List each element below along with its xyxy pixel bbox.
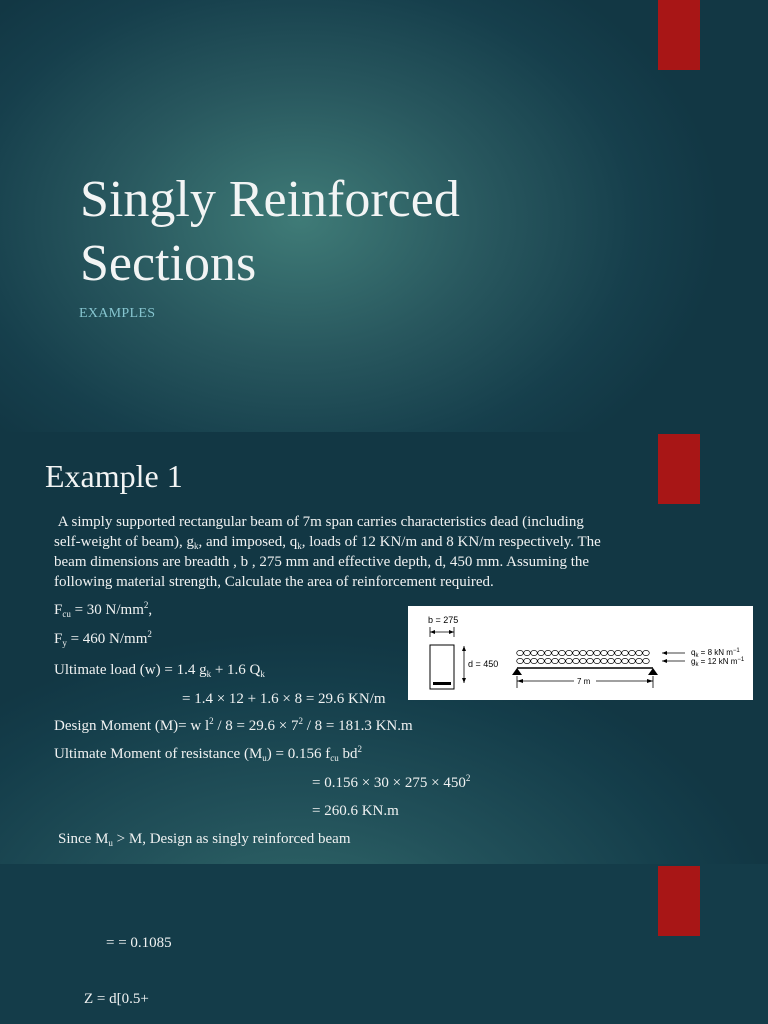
text: ) = 0.156 f (266, 746, 331, 762)
load-coil (580, 650, 587, 655)
superscript: 2 (298, 716, 303, 726)
unit-superscript: −1 (732, 648, 740, 654)
load-coil (615, 650, 622, 655)
load-coil (643, 650, 650, 655)
subscript: k (206, 669, 212, 679)
load-coil (636, 650, 643, 655)
superscript: 2 (209, 716, 214, 726)
slide-continued (0, 864, 768, 1024)
accent-tab (658, 434, 700, 504)
load-coil (594, 650, 601, 655)
gk-value: = 12 kN m (698, 657, 738, 666)
load-coil (538, 650, 545, 655)
problem-line-2 (54, 532, 654, 552)
text: , (148, 602, 153, 618)
b-dimension-label: b = 275 (428, 615, 459, 625)
load-coil (629, 650, 636, 655)
superscript: 2 (147, 629, 152, 639)
load-coil (559, 658, 566, 663)
accent-tab (658, 866, 700, 936)
ultimate-load-calc: = 1.4 × 12 + 1.6 × 8 = 29.6 KN/m (182, 691, 386, 707)
problem-text: self-weight of beam), g (54, 534, 194, 550)
dead-load-coils (517, 658, 650, 663)
reinforcement-bars (433, 682, 451, 685)
load-coil (573, 650, 580, 655)
load-coil (524, 650, 531, 655)
load-coil (552, 650, 559, 655)
gk-subscript: k (695, 662, 699, 668)
subscript: k (297, 541, 302, 551)
subscript: u (262, 753, 267, 763)
text: Ultimate Moment of resistance (M (54, 746, 263, 762)
title-line-2: Sections (80, 235, 257, 292)
arrow-head (449, 630, 454, 634)
design-moment-line (54, 716, 413, 736)
z-formula-line: Z = d[0.5+ (84, 991, 149, 1007)
load-coil (587, 658, 594, 663)
text: F (54, 631, 63, 647)
example-heading: Example 1 (45, 458, 183, 494)
load-coil (615, 658, 622, 663)
qk-symbol: q (691, 648, 696, 657)
subscript: k (193, 541, 199, 551)
d-dimension-label: d = 450 (468, 659, 499, 669)
text: = 460 N/mm (66, 631, 148, 647)
moment-result-line: = 260.6 KN.m (312, 803, 399, 819)
load-coil (622, 658, 629, 663)
text: bd (338, 746, 358, 762)
qk-value: = 8 kN m (698, 648, 733, 657)
load-coil (608, 658, 615, 663)
text: = 0.156 × 30 × 275 × 450 (312, 775, 466, 791)
right-support (648, 668, 658, 675)
problem-text: , and imposed, q (198, 534, 298, 550)
accent-tab (658, 0, 700, 70)
load-coil (601, 658, 608, 663)
problem-text: A simply supported rectangular beam of 7m span carries characteristics dead (including (57, 514, 584, 530)
load-coil (622, 650, 629, 655)
problem-line-3: beam dimensions are breadth , b , 275 mm and effective depth, d, 450 mm. Assuming the (54, 554, 590, 570)
load-coil (594, 658, 601, 663)
load-coil (559, 650, 566, 655)
text: Design Moment (M)= w l (54, 718, 210, 734)
arrow-head (662, 659, 667, 663)
fcu-line (54, 600, 152, 620)
text: + 1.6 Q (211, 662, 261, 678)
beam-diagram (408, 606, 753, 700)
span-label: 7 m (577, 677, 591, 686)
slide-title-text (80, 168, 460, 296)
load-coil (552, 658, 559, 663)
load-coil (517, 650, 524, 655)
text: > M, Design as singly reinforced beam (112, 831, 351, 847)
load-coil (545, 658, 552, 663)
load-coil (580, 658, 587, 663)
arrow-head (517, 679, 523, 683)
arrow-head (462, 646, 466, 651)
load-coil (538, 658, 545, 663)
text: / 8 = 181.3 KN.m (302, 718, 413, 734)
load-coil (601, 650, 608, 655)
slide-subtitle: EXAMPLES (79, 306, 156, 321)
text: / 8 = 29.6 × 7 (213, 718, 299, 734)
load-coil (566, 650, 573, 655)
arrow-head (662, 651, 667, 655)
load-coil (531, 650, 538, 655)
problem-text: , loads of 12 KN/m and 8 KN/m respectively. The (301, 534, 601, 550)
imposed-load-coils (517, 650, 650, 655)
load-coil (629, 658, 636, 663)
ultimate-load-line (54, 660, 265, 680)
subscript: k (260, 669, 265, 679)
load-coil (545, 650, 552, 655)
moment-calc-line (312, 773, 470, 793)
load-coil (524, 658, 531, 663)
subscript: u (108, 838, 113, 848)
subscript: cu (62, 609, 71, 619)
superscript: 2 (143, 600, 149, 610)
k-value-line: = = 0.1085 (106, 935, 172, 951)
arrow-head (430, 630, 435, 634)
load-coil (587, 650, 594, 655)
superscript: 2 (357, 744, 362, 754)
load-coil (566, 658, 573, 663)
moment-resistance-line (54, 744, 362, 764)
problem-line-4: following material strength, Calculate the area of reinforcement required. (54, 574, 494, 590)
conclusion-line (58, 829, 351, 849)
problem-line-1 (54, 512, 654, 532)
slide-title (0, 0, 768, 432)
gk-label (691, 657, 745, 668)
unit-superscript: −1 (737, 657, 745, 663)
arrow-head (647, 679, 653, 683)
gk-symbol: g (691, 657, 696, 666)
subscript: cu (330, 753, 339, 763)
text: Ultimate load (w) = 1.4 g (54, 662, 207, 678)
left-support (512, 668, 522, 675)
load-coil (531, 658, 538, 663)
superscript: 2 (465, 773, 471, 783)
load-coil (643, 658, 650, 663)
text: Since M (58, 831, 109, 847)
subscript: y (62, 638, 67, 648)
text: F (54, 602, 63, 618)
load-coil (636, 658, 643, 663)
fy-line (54, 629, 152, 649)
title-line-1: Singly Reinforced (80, 171, 460, 228)
arrow-head (462, 678, 466, 683)
load-coil (517, 658, 524, 663)
load-coil (573, 658, 580, 663)
qk-subscript: k (695, 653, 699, 659)
problem-statement (54, 512, 654, 592)
text: = 30 N/mm (70, 602, 144, 618)
load-coil (608, 650, 615, 655)
